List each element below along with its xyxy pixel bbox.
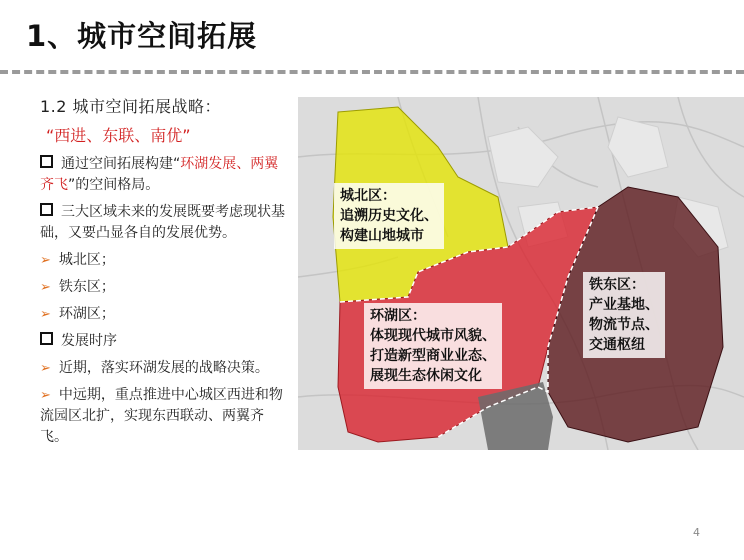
text-panel [40,94,290,454]
label-north-zone: 城北区： 追溯历史文化、 构建山地城市 [334,183,444,249]
highlight-text: 环湖发展、两翼齐飞 [40,156,279,193]
zoning-map [298,97,744,450]
bullet-item: 发展时序 [40,331,290,352]
title-divider [0,70,744,74]
square-bullet-icon [40,203,53,216]
sub-bullet-item: ➢ 近期，落实环湖发展的战略决策。 [40,360,269,376]
sub-bullet-item: ➢ 中远期，重点推进中心城区西进和物流园区北扩，实现东西联动、两翼齐飞。 [40,387,283,445]
bullet-item: 三大区域未来的发展既要考虑现状基础，又要凸显各自的发展优势。 [40,204,285,241]
page-number: 4 [693,526,700,539]
strategy-slogan: “西进、东联、南优” [46,126,191,145]
bullet-item: 通过空间拓展构建“环湖发展、两翼齐飞”的空间格局。 [40,156,279,193]
arrow-bullet-icon: ➢ [40,361,51,376]
arrow-bullet-icon: ➢ [40,253,51,268]
section-subtitle: 1.2 城市空间拓展战略： [40,97,222,116]
square-bullet-icon [40,332,53,345]
slide-title: 1、城市空间拓展 [26,19,258,53]
label-lake-zone: 环湖区： 体现现代城市风貌、 打造新型商业业态、 展现生态休闲文化 [364,303,502,389]
sub-bullet-item: ➢ 城北区； [40,252,115,268]
arrow-bullet-icon: ➢ [40,280,51,295]
arrow-bullet-icon: ➢ [40,307,51,322]
sub-bullet-item: ➢ 环湖区； [40,306,115,322]
arrow-bullet-icon: ➢ [40,388,51,403]
square-bullet-icon [40,155,53,168]
label-east-zone: 铁东区： 产业基地、 物流节点、 交通枢纽 [583,272,665,358]
sub-bullet-item: ➢ 铁东区； [40,279,115,295]
map-graphic [298,97,744,450]
